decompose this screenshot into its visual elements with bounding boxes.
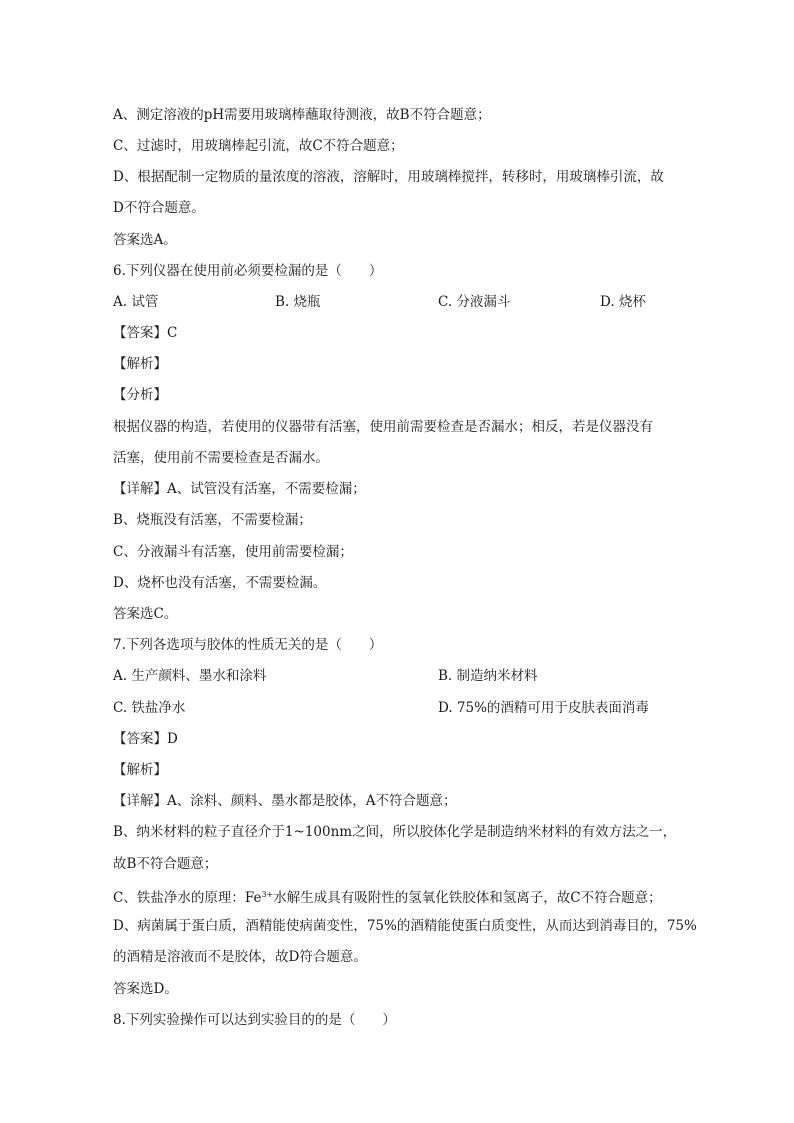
analysis-label: 【解析】 xyxy=(113,762,167,778)
text-line: C、分液漏斗有活塞，使用前需要检漏； xyxy=(113,544,353,560)
text-line: B、纳米材料的粒子直径介于1~100nm之间，所以胶体化学是制造纳米材料的有效方法之一， xyxy=(113,824,677,840)
q7-option-c: C. 铁盐净水 xyxy=(113,700,186,716)
text-line: B、烧瓶没有活塞，不需要检漏； xyxy=(113,512,312,528)
detail-line: 【详解】A、涂料、颜料、墨水都是胶体，A不符合题意； xyxy=(113,793,457,809)
text-line: D、病菌属于蛋白质，酒精能使病菌变性，75%的酒精能使蛋白质变性，从而达到消毒目的，75% xyxy=(113,918,697,934)
text-line: D不符合题意。 xyxy=(113,200,205,216)
text-line: 故B不符合题意； xyxy=(113,856,218,872)
answer-label: 【答案】C xyxy=(113,325,178,341)
fe-line-prefix: C、铁盐净水的原理：Fe xyxy=(113,890,262,906)
analysis-label: 【解析】 xyxy=(113,356,167,372)
text-line: D、烧杯也没有活塞，不需要检漏。 xyxy=(113,575,327,591)
q7-option-d: D. 75%的酒精可用于皮肤表面消毒 xyxy=(438,700,649,716)
q6-option-c: C. 分液漏斗 xyxy=(438,294,511,310)
q7-option-b: B. 制造纳米材料 xyxy=(438,668,538,684)
q6-option-b: B. 烧瓶 xyxy=(275,294,321,310)
answer-label: 【答案】D xyxy=(113,731,178,747)
text-line: 答案选A。 xyxy=(113,232,177,248)
fe-ion-line xyxy=(113,885,693,908)
q6-option-a: A. 试管 xyxy=(113,294,159,310)
detail-line: 【详解】A、试管没有活塞，不需要检漏； xyxy=(113,481,366,497)
q6-option-d: D. 烧杯 xyxy=(600,294,646,310)
analysis-subheading: 【分析】 xyxy=(113,387,167,403)
text-line: 活塞，使用前不需要检查是否漏水。 xyxy=(113,450,329,466)
text-line: 的酒精是溶液而不是胶体，故D符合题意。 xyxy=(113,949,367,965)
q7-option-a: A. 生产颜料、墨水和涂料 xyxy=(113,668,267,684)
text-line: C、过滤时，用玻璃棒起引流，故C不符合题意； xyxy=(113,138,404,154)
fe-line-suffix: 水解生成具有吸附性的氢氧化铁胶体和氢离子，故C不符合题意； xyxy=(273,890,662,906)
question-8: 8.下列实验操作可以达到实验目的的是（ ） xyxy=(113,1012,396,1028)
text-line: 根据仪器的构造，若使用的仪器带有活塞，使用前需要检查是否漏水；相反，若是仪器没有 xyxy=(113,419,653,435)
text-line: 答案选D。 xyxy=(113,981,178,997)
text-line: A、测定溶液的pH需要用玻璃棒蘸取待测液，故B不符合题意； xyxy=(113,107,491,123)
fe-charge-superscript: 3+ xyxy=(261,890,274,899)
text-line: 答案选C。 xyxy=(113,606,178,622)
question-6: 6.下列仪器在使用前必须要检漏的是（ ） xyxy=(113,263,383,279)
text-line: D、根据配制一定物质的量浓度的溶液，溶解时，用玻璃棒搅拌，转移时，用玻璃棒引流，故 xyxy=(113,169,664,185)
question-7: 7.下列各选项与胶体的性质无关的是（ ） xyxy=(113,637,383,653)
